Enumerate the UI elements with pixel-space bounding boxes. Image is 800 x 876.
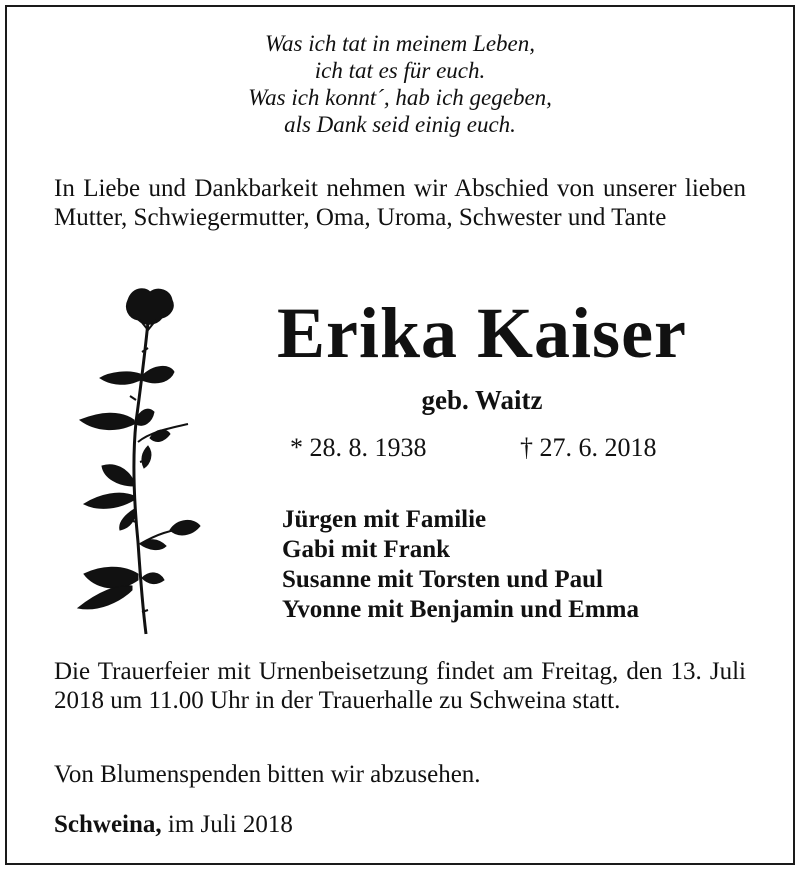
poem — [0, 30, 800, 138]
family-member: Yvonne mit Benjamin und Emma — [282, 596, 639, 623]
family-member: Gabi mit Frank — [282, 536, 451, 563]
family-member: Jürgen mit Familie — [282, 506, 487, 533]
poem-line: Was ich konnt´, hab ich gegeben, — [248, 85, 552, 110]
poem-line: Was ich tat in meinem Leben, — [264, 31, 535, 56]
poem-line: ich tat es für euch. — [314, 58, 486, 83]
closing-date: im Juli 2018 — [167, 811, 293, 838]
family-member: Susanne mit Torsten und Paul — [282, 566, 603, 593]
family-list — [282, 505, 639, 625]
closing-place: Schweina, — [54, 811, 162, 838]
death-date: † 27. 6. 2018 — [520, 433, 657, 462]
birth-name: geb. Waitz — [421, 385, 543, 415]
birth-date: * 28. 8. 1938 — [290, 433, 427, 462]
donation-note: Von Blumenspenden bitten wir abzusehen. — [54, 761, 481, 788]
service-text: Die Trauerfeier mit Urnenbeisetzung findet am Freitag, den 13. Juli 2018 um 11.00 Uhr in der Trauerhalle zu Schweina statt. — [54, 658, 746, 714]
intro-text: In Liebe und Dankbarkeit nehmen wir Abschied von unserer lieben Mutter, Schwiegermutter, Oma, Uroma, Schwester und Tante — [54, 175, 746, 231]
poem-line: als Dank seid einig euch. — [284, 112, 516, 137]
closing-line — [54, 810, 293, 839]
deceased-name: Erika Kaiser — [277, 293, 687, 373]
rose-icon — [70, 282, 210, 637]
